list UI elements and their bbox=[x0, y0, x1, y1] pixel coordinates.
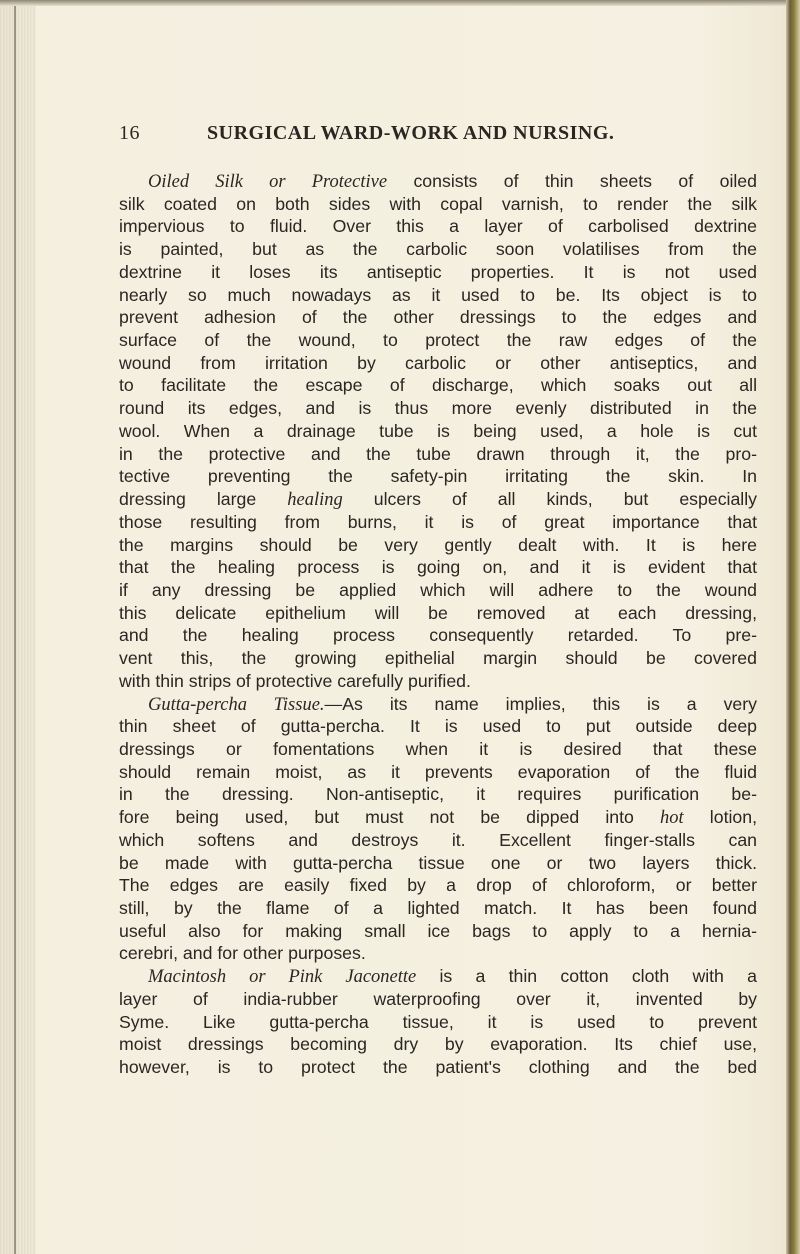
text-line: should remain moist, as it prevents evaporation of the fluid bbox=[119, 761, 757, 782]
binding-shadow bbox=[0, 0, 36, 1254]
text-line: Gutta-percha Tissue.—As its name implies, this is a very bbox=[148, 693, 757, 715]
text-line: prevent adhesion of the other dressings to the edges and bbox=[119, 307, 757, 328]
text-line: those resulting from burns, it is of great importance that bbox=[119, 511, 757, 532]
text-line: fore being used, but must not be dipped into hot lotion, bbox=[119, 807, 758, 829]
text-line: in the protective and the tube drawn through it, the pro- bbox=[119, 443, 757, 464]
text-line: wound from irritation by carbolic or other antiseptics, and bbox=[119, 352, 757, 373]
right-page-edge bbox=[786, 0, 800, 1254]
italic-term: Oiled Silk or Protective bbox=[148, 172, 388, 192]
italic-term: healing bbox=[287, 490, 343, 511]
running-head: SURGICAL WARD-WORK AND NURSING. bbox=[207, 122, 615, 144]
text-line: dextrine it loses its antiseptic properties. It is not used bbox=[119, 261, 757, 282]
text-line: Oiled Silk or Protective consists of thin sheets of oiled bbox=[148, 171, 757, 192]
italic-term: hot bbox=[660, 808, 684, 829]
text-line: tective preventing the safety-pin irritating the skin. In bbox=[119, 466, 757, 487]
text-line: that the healing process is going on, and it is evident that bbox=[119, 557, 757, 578]
text-line: in the dressing. Non-antiseptic, it requires purification be- bbox=[119, 784, 757, 805]
text-line: dressings or fomentations when it is desired that these bbox=[119, 738, 757, 759]
text-line: be made with gutta-percha tissue one or two layers thick. bbox=[119, 852, 757, 873]
text-line: impervious to fluid. Over this a layer of carbolised dextrine bbox=[119, 216, 757, 237]
top-page-edge bbox=[0, 0, 800, 6]
text-line: is painted, but as the carbolic soon volatilises from the bbox=[119, 239, 757, 260]
text-line: layer of india-rubber waterproofing over it, invented by bbox=[119, 988, 757, 1009]
text-line: Macintosh or Pink Jaconette is a thin cotton cloth with a bbox=[148, 966, 757, 988]
text-line: Syme. Like gutta-percha tissue, it is used to prevent bbox=[119, 1011, 757, 1032]
text-line: with thin strips of protective carefully purified. bbox=[119, 670, 471, 691]
text-line: vent this, the growing epithelial margin should be covered bbox=[119, 648, 757, 669]
text-line: and the healing process consequently retarded. To pre- bbox=[119, 625, 757, 646]
body-text bbox=[119, 170, 757, 1079]
text-line: cerebri, and for other purposes. bbox=[119, 943, 366, 964]
text-line: the margins should be very gently dealt with. It is here bbox=[119, 534, 757, 555]
text-line: dressing large healing ulcers of all kinds, but especially bbox=[119, 489, 758, 511]
text-line: however, is to protect the patient's clothing and the bed bbox=[119, 1057, 757, 1078]
text-line: thin sheet of gutta-percha. It is used to put outside deep bbox=[119, 716, 757, 737]
text-line: The edges are easily fixed by a drop of chloroform, or better bbox=[119, 875, 757, 896]
text-line: still, by the flame of a lighted match. It has been found bbox=[119, 898, 757, 918]
text-line: which softens and destroys it. Excellent finger-stalls can bbox=[119, 829, 757, 850]
text-line: moist dressings becoming dry by evaporation. Its chief use, bbox=[119, 1034, 757, 1055]
text-line: surface of the wound, to protect the raw edges of the bbox=[119, 330, 757, 351]
text-line: useful also for making small ice bags to apply to a hernia- bbox=[119, 920, 757, 941]
italic-term: Gutta-percha Tissue. bbox=[148, 694, 325, 715]
binding-line bbox=[14, 0, 16, 1254]
text-line: if any dressing be applied which will adhere to the wound bbox=[119, 579, 757, 600]
text-line: round its edges, and is thus more evenly distributed in the bbox=[119, 398, 757, 419]
text-line: to facilitate the escape of discharge, which soaks out all bbox=[119, 375, 757, 396]
text-line: silk coated on both sides with copal varnish, to render the silk bbox=[119, 193, 757, 214]
page-number: 16 bbox=[119, 122, 140, 144]
text-line: this delicate epithelium will be removed at each dressing, bbox=[119, 602, 757, 623]
italic-term: Macintosh or Pink Jaconette bbox=[148, 967, 417, 988]
text-line: nearly so much nowadays as it used to be. Its object is to bbox=[119, 284, 757, 305]
text-line: wool. When a drainage tube is being used, a hole is cut bbox=[119, 420, 757, 441]
